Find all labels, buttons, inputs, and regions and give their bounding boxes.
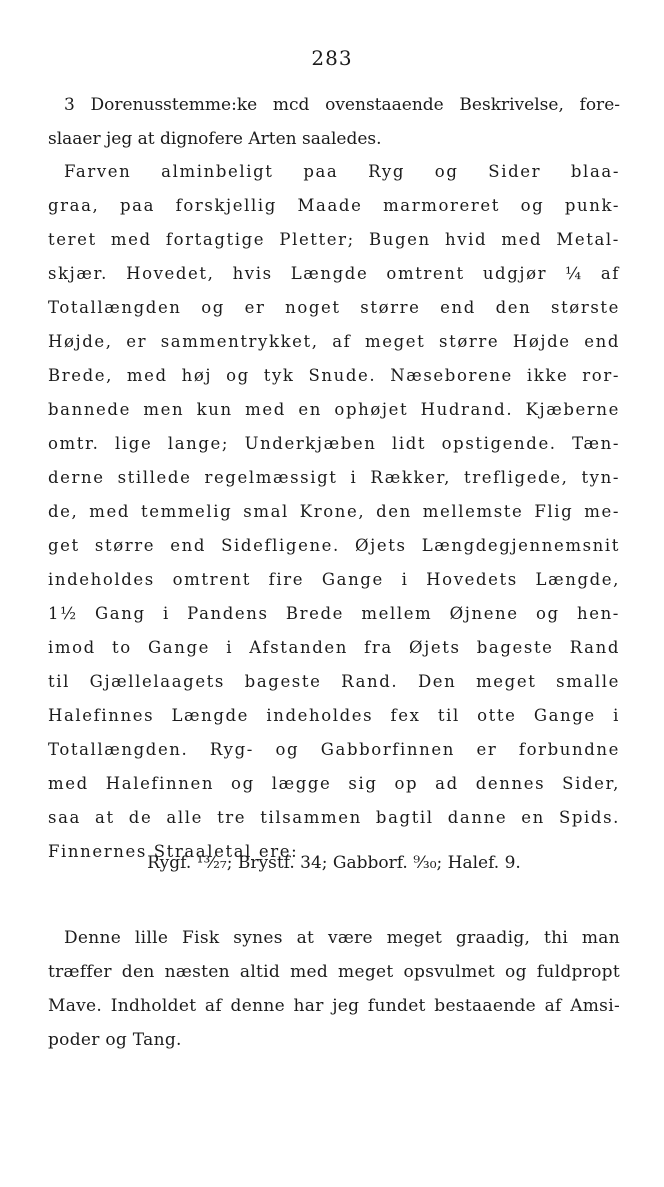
description-line: Totallængden og er noget større end den største — [48, 298, 620, 317]
description-line: Totallængden. Ryg- og Gabborfinnen er forbundne — [48, 740, 620, 759]
fin-ray-formula: Rygf. ¹³⁄₂₇; Brystf. 34; Gabborf. ⁹⁄₃₀; Halef. 9. — [147, 853, 521, 873]
note-line: Mave. Indholdet af denne har jeg fundet bestaaende af Amsi- — [48, 996, 620, 1016]
note-line: træffer den næsten altid med meget opsvulmet og fuldpropt — [48, 962, 620, 982]
intro-line: 3 Dorenusstemme:ke mcd ovenstaaende Beskrivelse, fore- — [64, 95, 620, 115]
description-line: til Gjællelaagets bageste Rand. Den meget smalle — [48, 672, 620, 691]
description-line: saa at de alle tre tilsammen bagtil danne en Spids. — [48, 808, 620, 827]
page-number: 283 — [311, 46, 353, 70]
description-line: 1½ Gang i Pandens Brede mellem Øjnene og hen- — [48, 604, 620, 623]
description-line: Højde, er sammentrykket, af meget større Højde end — [48, 332, 620, 351]
description-line: omtr. lige lange; Underkjæben lidt opstigende. Tæn- — [48, 434, 620, 453]
description-line: derne stillede regelmæssigt i Rækker, trefligede, tyn- — [48, 468, 620, 487]
description-line: get større end Sidefligene. Øjets Længdegjennemsnit — [48, 536, 620, 555]
note-paragraph — [48, 921, 620, 1057]
description-line: imod to Gange i Afstanden fra Øjets bageste Rand — [48, 638, 620, 657]
description-line: med Halefinnen og lægge sig op ad dennes Sider, — [48, 774, 620, 793]
description-line: teret med fortagtige Pletter; Bugen hvid med Metal- — [48, 230, 620, 249]
description-line: graa, paa forskjellig Maade marmoreret og punk- — [48, 196, 620, 215]
note-line: poder og Tang. — [48, 1030, 182, 1050]
description-line: Halefinnes Længde indeholdes fex til otte Gange i — [48, 706, 620, 725]
description-line: de, med temmelig smal Krone, den mellemste Flig me- — [48, 502, 620, 521]
description-paragraph — [48, 155, 620, 869]
description-line: skjær. Hovedet, hvis Længde omtrent udgjør ¼ af — [48, 264, 620, 283]
description-line: Brede, med høj og tyk Snude. Næseborene ikke ror- — [48, 366, 620, 385]
note-line: Denne lille Fisk synes at være meget graadig, thi man — [64, 928, 620, 948]
description-line: Finnernes Straaletal ere: — [48, 842, 299, 861]
description-line: bannede men kun med en ophøjet Hudrand. Kjæberne — [48, 400, 620, 419]
description-line: indeholdes omtrent fire Gange i Hovedets Længde, — [48, 570, 620, 589]
description-line: Farven alminbeligt paa Ryg og Sider blaa- — [64, 162, 620, 181]
intro-paragraph — [48, 88, 620, 156]
intro-line: slaaer jeg at dignofere Arten saaledes. — [48, 129, 382, 149]
